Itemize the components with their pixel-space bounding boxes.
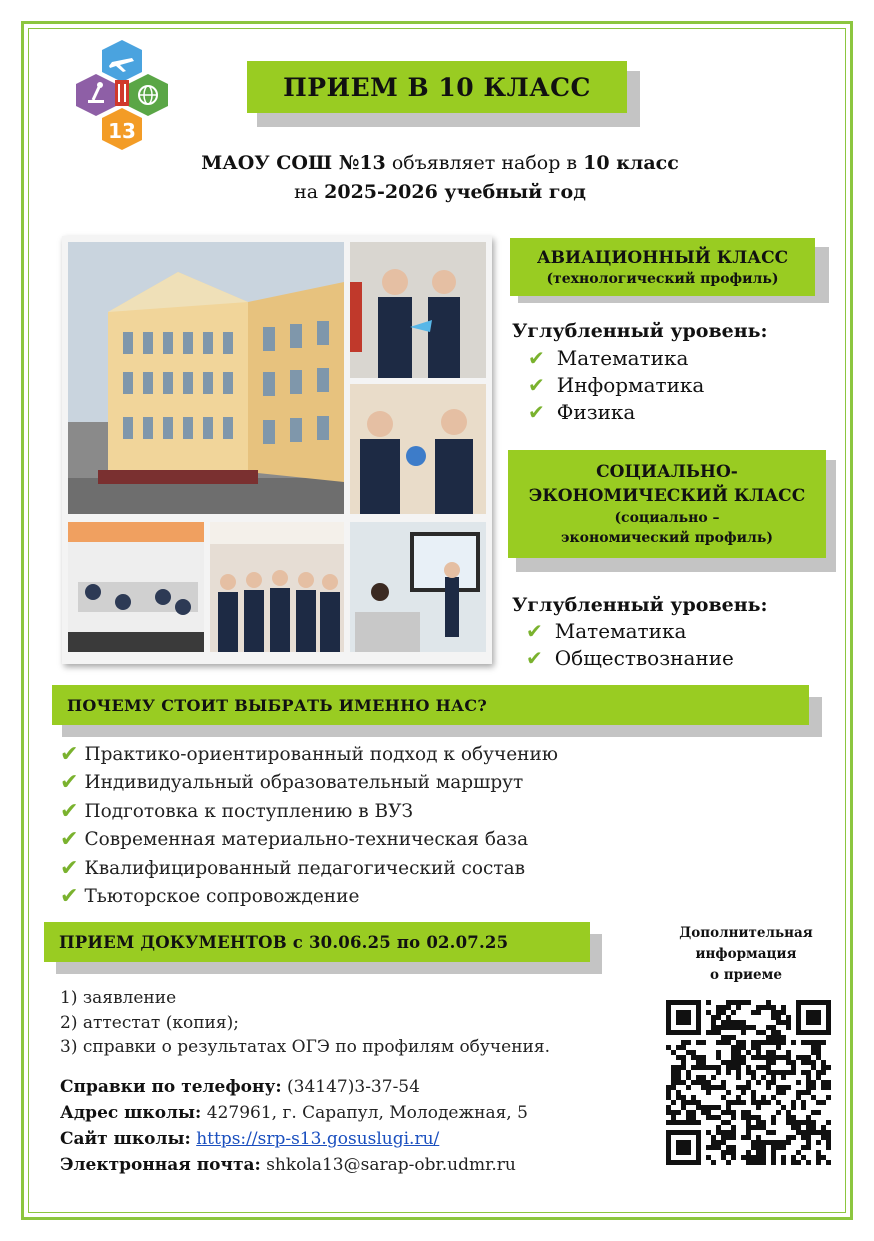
- aviation-students-photo: [350, 242, 486, 378]
- checkmark-icon: ✔: [60, 798, 79, 824]
- why-banner: ПОЧЕМУ СТОИТ ВЫБРАТЬ ИМЕННО НАС?: [52, 685, 809, 725]
- phone-line: [60, 1074, 528, 1100]
- logo-number: 13: [108, 119, 136, 143]
- site-line: [60, 1126, 528, 1152]
- checkmark-icon: ✔: [60, 770, 79, 796]
- list-item: [60, 740, 558, 769]
- intro-prefix: на: [294, 181, 325, 203]
- subject-label: Математика: [556, 345, 689, 370]
- contacts: [60, 1074, 528, 1178]
- grade: 10 класс: [583, 152, 679, 174]
- aviation-class-banner: [510, 238, 815, 296]
- phone-value: (34147)3-37-54: [281, 1077, 420, 1097]
- socio-class-title-1: СОЦИАЛЬНО-: [596, 462, 738, 482]
- qr-code[interactable]: [666, 1000, 831, 1165]
- checkmark-icon: ✔: [528, 399, 545, 424]
- checkmark-icon: ✔: [528, 372, 545, 397]
- list-item: [60, 854, 558, 883]
- phone-label: Справки по телефону:: [60, 1077, 282, 1097]
- qr-caption-line: о приеме: [710, 967, 782, 983]
- address-line: [60, 1100, 528, 1126]
- subject-label: Математика: [554, 618, 687, 643]
- why-list: [60, 740, 558, 911]
- school-name: МАОУ СОШ №13: [201, 152, 386, 174]
- computer-class-photo: [68, 522, 204, 652]
- list-item: [528, 398, 704, 425]
- list-item: [60, 769, 558, 798]
- docs-list: [60, 986, 550, 1060]
- checkmark-icon: ✔: [60, 741, 79, 767]
- why-item-label: Тьюторское сопровождение: [84, 886, 360, 908]
- profile1-level-label: Углубленный уровень:: [512, 320, 768, 342]
- school-year: 2025-2026 учебный год: [324, 181, 586, 203]
- interactive-board-photo: [350, 522, 486, 652]
- list-item: [528, 344, 704, 371]
- profile2-subjects: [526, 617, 734, 671]
- globe-students-photo: [350, 384, 486, 514]
- title-banner: ПРИЕМ В 10 КЛАСС: [247, 61, 627, 113]
- qr-caption-line: информация: [695, 946, 797, 962]
- doc-item: 3) справки о результатах ОГЭ по профилям обучения.: [60, 1037, 551, 1057]
- checkmark-icon: ✔: [526, 618, 543, 643]
- email-label: Электронная почта:: [60, 1155, 261, 1175]
- list-item: [60, 883, 558, 912]
- aviation-class-title: АВИАЦИОННЫЙ КЛАСС: [536, 247, 789, 268]
- checkmark-icon: ✔: [60, 827, 79, 853]
- email-line: [60, 1152, 528, 1178]
- intro-text: [120, 149, 760, 207]
- aviation-class-subtitle: (технологический профиль): [546, 270, 779, 287]
- list-item: [528, 371, 704, 398]
- school-site-link[interactable]: https://srp-s13.gosuslugi.ru/: [196, 1129, 440, 1149]
- address-label: Адрес школы:: [60, 1103, 202, 1123]
- checkmark-icon: ✔: [528, 345, 545, 370]
- subject-label: Информатика: [556, 372, 705, 397]
- email-value: shkola13@sarap-obr.udmr.ru: [260, 1155, 516, 1175]
- doc-item: 1) заявление: [60, 988, 177, 1008]
- why-item-label: Подготовка к поступлению в ВУЗ: [84, 800, 414, 822]
- photo-collage: [62, 236, 492, 664]
- profile2-level-label: Углубленный уровень:: [512, 594, 768, 616]
- school-logo: [60, 38, 188, 154]
- why-item-label: Современная материально-техническая база: [84, 829, 529, 851]
- why-item-label: Практико-ориентированный подход к обучению: [84, 743, 558, 765]
- docs-banner: ПРИЕМ ДОКУМЕНТОВ с 30.06.25 по 02.07.25: [44, 922, 590, 962]
- checkmark-icon: ✔: [526, 645, 543, 670]
- socio-economic-class-banner: [508, 450, 826, 558]
- checkmark-icon: ✔: [60, 855, 79, 881]
- group-students-photo: [210, 522, 344, 652]
- subject-label: Обществознание: [554, 645, 734, 670]
- list-item: [60, 797, 558, 826]
- address-value: 427961, г. Сарапул, Молодежная, 5: [201, 1103, 528, 1123]
- why-item-label: Квалифицированный педагогический состав: [84, 857, 526, 879]
- doc-item: 2) аттестат (копия);: [60, 1012, 239, 1033]
- subject-label: Физика: [556, 399, 636, 424]
- school-building-photo: [68, 242, 344, 514]
- profile1-subjects: [528, 344, 704, 425]
- site-label: Сайт школы:: [60, 1129, 191, 1149]
- list-item: [526, 644, 734, 671]
- socio-class-subtitle-2: экономический профиль): [561, 530, 773, 546]
- list-item: [526, 617, 734, 644]
- checkmark-icon: ✔: [60, 884, 79, 910]
- qr-caption-line: Дополнительная: [679, 925, 813, 941]
- socio-class-subtitle-1: (социально –: [614, 510, 720, 526]
- qr-caption: [660, 923, 832, 986]
- socio-class-title-2: ЭКОНОМИЧЕСКИЙ КЛАСС: [528, 486, 806, 506]
- why-item-label: Индивидуальный образовательный маршрут: [84, 772, 524, 794]
- list-item: [60, 826, 558, 855]
- intro-announces: объявляет набор в: [385, 152, 584, 174]
